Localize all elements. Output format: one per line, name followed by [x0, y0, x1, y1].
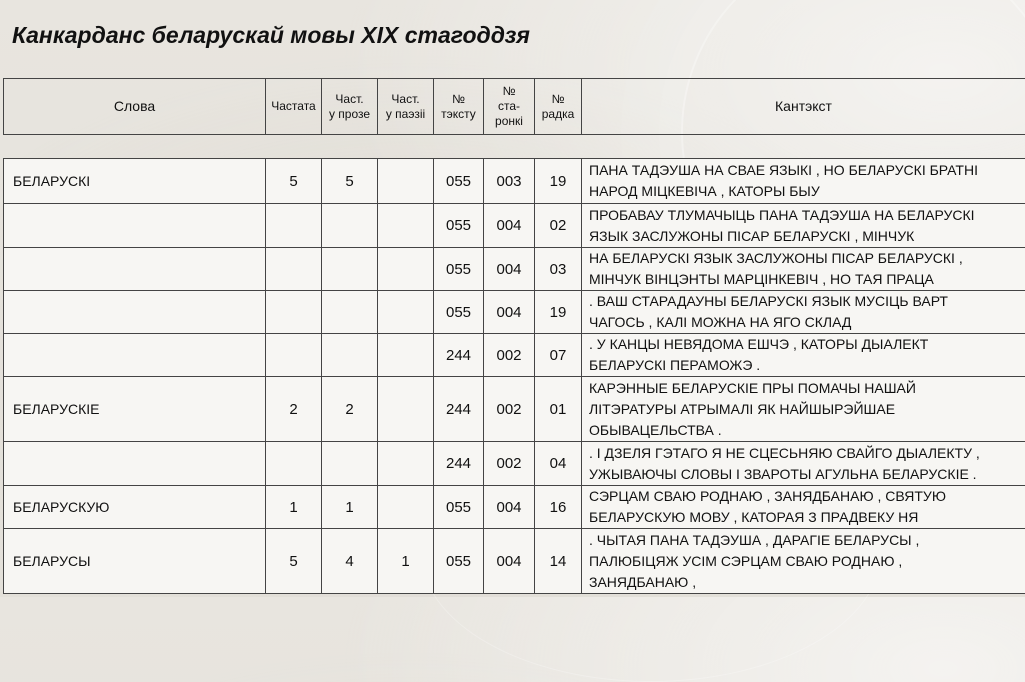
cell-frequency: 5	[266, 159, 322, 204]
cell-word: БЕЛАРУСКІ	[4, 159, 266, 204]
cell-frequency-poetry	[378, 159, 434, 204]
cell-word: БЕЛАРУСКУЮ	[4, 486, 266, 529]
column-header-context: Кантэкст	[582, 79, 1025, 135]
cell-text-number: 244	[434, 377, 484, 442]
cell-frequency	[266, 291, 322, 334]
table-row	[4, 377, 1025, 442]
cell-context	[582, 334, 1025, 377]
column-header-frequency-prose: Част. у прозе	[322, 79, 378, 135]
column-header-line-number: № радка	[535, 79, 582, 135]
cell-page-number: 002	[484, 442, 535, 486]
cell-word	[4, 442, 266, 486]
cell-word	[4, 334, 266, 377]
column-header-page-number: № ста- ронкі	[484, 79, 535, 135]
context-line: ПАНА ТАДЭУША НА СВАЕ ЯЗЫКІ , НО БЕЛАРУСКІ БРАТНІ	[589, 160, 1021, 181]
cell-context	[582, 529, 1025, 594]
cell-context	[582, 159, 1025, 204]
table-row	[4, 204, 1025, 248]
cell-page-number: 002	[484, 334, 535, 377]
column-header-words: Слова	[4, 79, 266, 135]
cell-line-number: 01	[535, 377, 582, 442]
cell-word	[4, 204, 266, 248]
cell-frequency	[266, 204, 322, 248]
cell-frequency-prose	[322, 291, 378, 334]
context-line: . І ДЗЕЛЯ ГЭТАГО Я НЕ СЦЕСЬНЯЮ СВАЙГО ДЫАЛЕКТУ ,	[589, 443, 1021, 464]
cell-frequency-prose	[322, 334, 378, 377]
cell-frequency	[266, 248, 322, 291]
table-row	[4, 442, 1025, 486]
table-row	[4, 248, 1025, 291]
cell-text-number: 055	[434, 486, 484, 529]
column-header-frequency-poetry: Част. у паэзіі	[378, 79, 434, 135]
cell-frequency	[266, 334, 322, 377]
cell-text-number: 244	[434, 442, 484, 486]
table-row	[4, 334, 1025, 377]
cell-text-number: 055	[434, 204, 484, 248]
cell-frequency-poetry	[378, 377, 434, 442]
table-header	[3, 78, 1025, 135]
table-row	[4, 486, 1025, 529]
cell-context	[582, 204, 1025, 248]
context-line: ЗАНЯДБАНАЮ ,	[589, 572, 1021, 593]
cell-context	[582, 442, 1025, 486]
context-line: БЕЛАРУСКУЮ МОВУ , КАТОРАЯ З ПРАДВЕКУ НЯ	[589, 507, 1021, 528]
cell-page-number: 003	[484, 159, 535, 204]
cell-context	[582, 248, 1025, 291]
cell-line-number: 14	[535, 529, 582, 594]
cell-page-number: 004	[484, 291, 535, 334]
cell-text-number: 244	[434, 334, 484, 377]
cell-frequency-poetry	[378, 442, 434, 486]
cell-text-number: 055	[434, 248, 484, 291]
cell-frequency-prose: 4	[322, 529, 378, 594]
context-line: . ВАШ СТАРАДАУНЫ БЕЛАРУСКІ ЯЗЫК МУСІЦЬ ВАРТ	[589, 291, 1021, 312]
cell-frequency-poetry	[378, 291, 434, 334]
cell-text-number: 055	[434, 529, 484, 594]
table-row	[4, 159, 1025, 204]
cell-frequency: 2	[266, 377, 322, 442]
cell-text-number: 055	[434, 159, 484, 204]
cell-line-number: 04	[535, 442, 582, 486]
cell-frequency-poetry: 1	[378, 529, 434, 594]
cell-frequency-poetry	[378, 248, 434, 291]
cell-frequency-prose: 2	[322, 377, 378, 442]
cell-frequency-prose	[322, 248, 378, 291]
cell-page-number: 004	[484, 248, 535, 291]
cell-word	[4, 248, 266, 291]
page-title: Канкарданс беларускай мовы XIX стагоддзя	[12, 22, 530, 49]
cell-line-number: 03	[535, 248, 582, 291]
cell-page-number: 004	[484, 486, 535, 529]
cell-frequency-prose	[322, 442, 378, 486]
context-line: . ЧЫТАЯ ПАНА ТАДЭУША , ДАРАГІЕ БЕЛАРУСЫ ,	[589, 530, 1021, 551]
cell-page-number: 004	[484, 204, 535, 248]
context-line: СЭРЦАМ СВАЮ РОДНАЮ , ЗАНЯДБАНАЮ , СВЯТУЮ	[589, 486, 1021, 507]
cell-word	[4, 291, 266, 334]
cell-line-number: 16	[535, 486, 582, 529]
context-line: НАРОД МІЦКЕВІЧА , КАТОРЫ БЫУ	[589, 181, 1021, 202]
context-line: УЖЫВАЮЧЫ СЛОВЫ І ЗВАРОТЫ АГУЛЬНА БЕЛАРУСКІЕ .	[589, 464, 1021, 485]
cell-line-number: 19	[535, 291, 582, 334]
column-header-text-number: № тэксту	[434, 79, 484, 135]
cell-frequency-prose	[322, 204, 378, 248]
cell-line-number: 02	[535, 204, 582, 248]
cell-frequency: 5	[266, 529, 322, 594]
cell-frequency: 1	[266, 486, 322, 529]
cell-frequency-prose: 5	[322, 159, 378, 204]
cell-frequency-prose: 1	[322, 486, 378, 529]
cell-frequency-poetry	[378, 334, 434, 377]
cell-page-number: 002	[484, 377, 535, 442]
context-line: . У КАНЦЫ НЕВЯДОМА ЕШЧЭ , КАТОРЫ ДЫАЛЕКТ	[589, 334, 1021, 355]
context-line: БЕЛАРУСКІ ПЕРАМОЖЭ .	[589, 355, 1021, 376]
concordance-table	[3, 158, 1025, 594]
context-line: ПАЛЮБІЦЯЖ УСІМ СЭРЦАМ СВАЮ РОДНАЮ ,	[589, 551, 1021, 572]
cell-frequency-poetry	[378, 486, 434, 529]
cell-word: БЕЛАРУСЫ	[4, 529, 266, 594]
cell-frequency-poetry	[378, 204, 434, 248]
context-line: ОБЫВАЦЕЛЬСТВА .	[589, 420, 1021, 441]
cell-word: БЕЛАРУСКІЕ	[4, 377, 266, 442]
cell-text-number: 055	[434, 291, 484, 334]
cell-page-number: 004	[484, 529, 535, 594]
column-header-frequency: Частата	[266, 79, 322, 135]
context-line: КАРЭННЫЕ БЕЛАРУСКІЕ ПРЫ ПОМАЧЫ НАШАЙ	[589, 378, 1021, 399]
context-line: МІНЧУК ВІНЦЭНТЫ МАРЦІНКЕВІЧ , НО ТАЯ ПРАЦА	[589, 269, 1021, 290]
cell-context	[582, 291, 1025, 334]
table-row	[4, 291, 1025, 334]
cell-context	[582, 377, 1025, 442]
context-line: ЯЗЫК ЗАСЛУЖОНЫ ПІСАР БЕЛАРУСКІ , МІНЧУК	[589, 226, 1021, 247]
context-line: ПРОБАВАУ ТЛУМАЧЫЦЬ ПАНА ТАДЭУША НА БЕЛАРУСКІ	[589, 205, 1021, 226]
cell-frequency	[266, 442, 322, 486]
cell-line-number: 07	[535, 334, 582, 377]
cell-line-number: 19	[535, 159, 582, 204]
table-row	[4, 529, 1025, 594]
context-line: ЛІТЭРАТУРЫ АТРЫМАЛІ ЯК НАЙШЫРЭЙШАЕ	[589, 399, 1021, 420]
cell-context	[582, 486, 1025, 529]
context-line: НА БЕЛАРУСКІ ЯЗЫК ЗАСЛУЖОНЫ ПІСАР БЕЛАРУСКІ ,	[589, 248, 1021, 269]
context-line: ЧАГОСЬ , КАЛІ МОЖНА НА ЯГО СКЛАД	[589, 312, 1021, 333]
